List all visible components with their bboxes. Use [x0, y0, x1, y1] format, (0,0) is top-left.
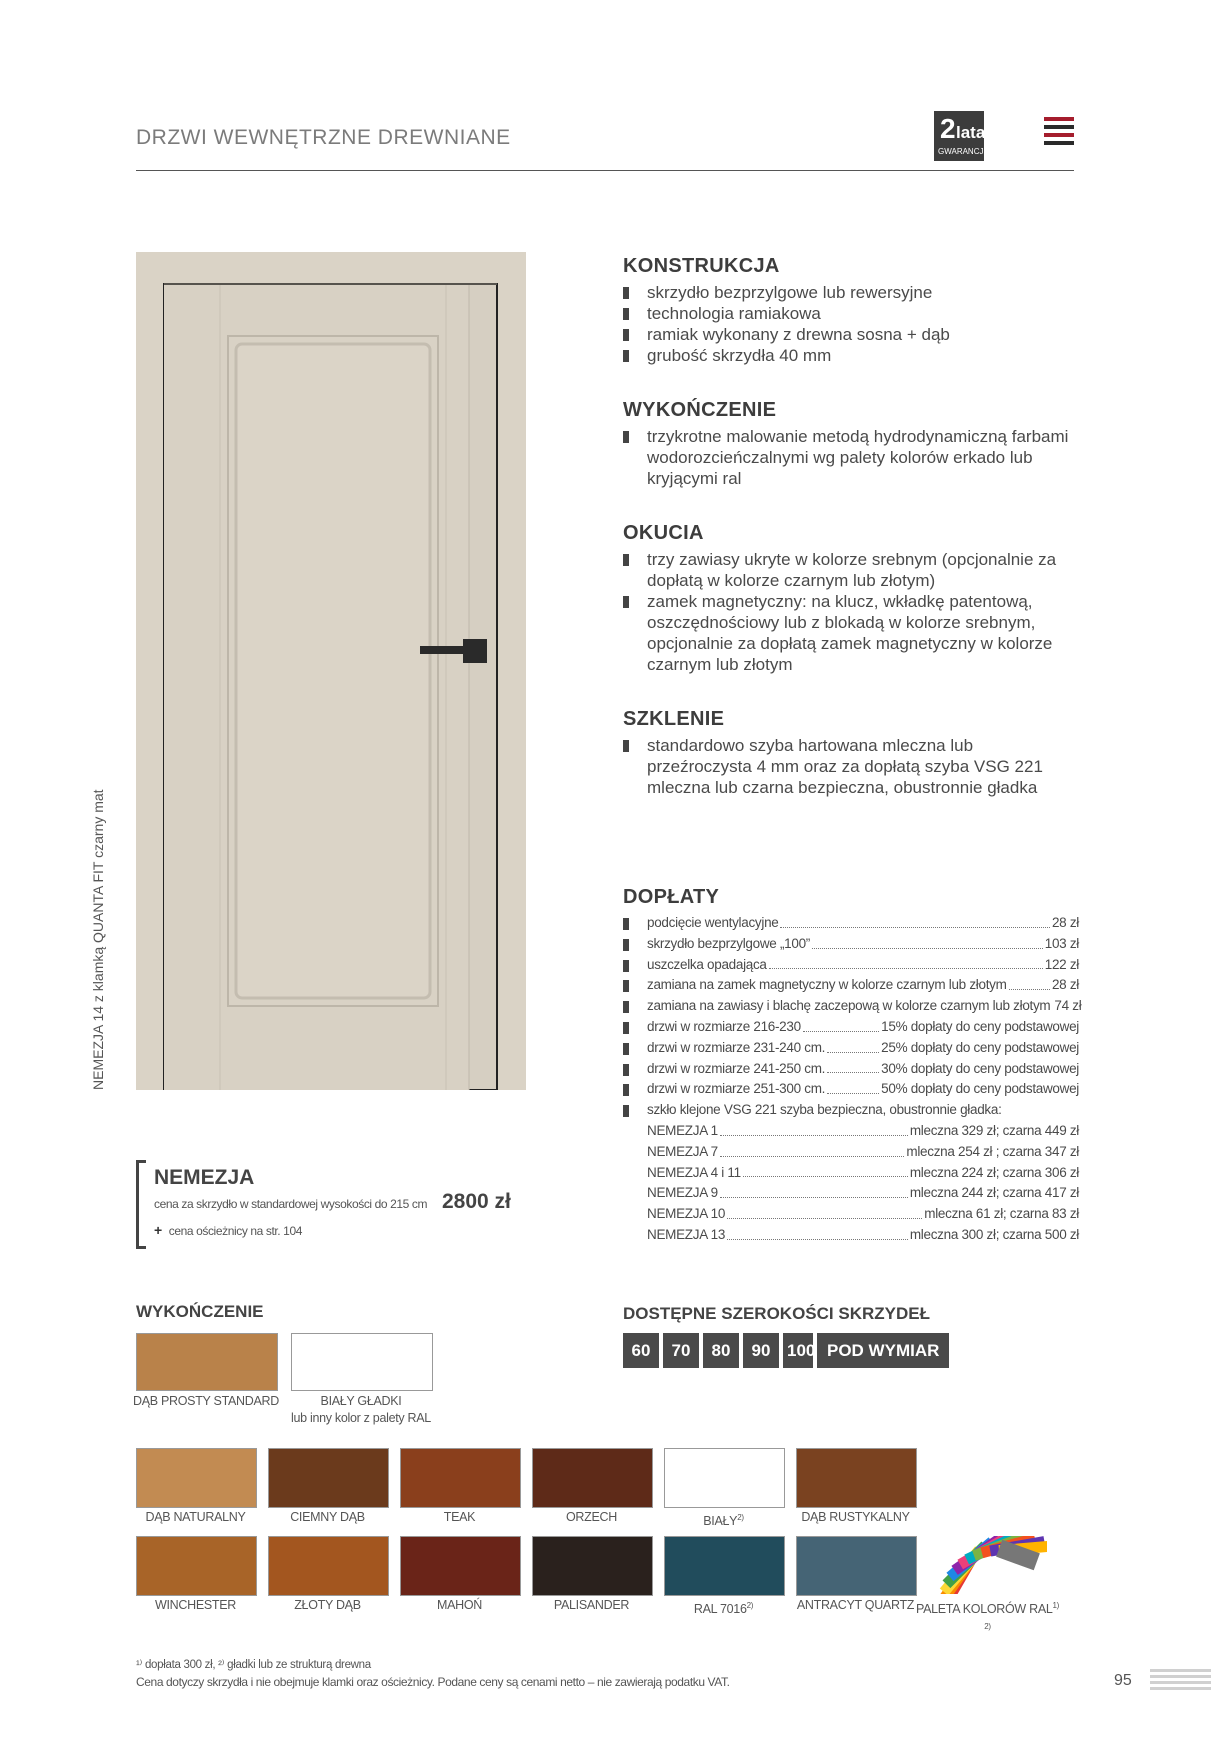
surcharge-label: NEMEZJA 10 — [647, 1206, 726, 1222]
door-illustration — [136, 252, 526, 1090]
list-item: skrzydło bezprzylgowe lub rewersyjne — [623, 282, 1079, 303]
surcharge-row — [623, 1142, 1079, 1163]
warranty-badge — [934, 111, 984, 161]
surcharge-label: drzwi w rozmiarze 251-300 cm. — [647, 1081, 826, 1097]
surcharge-row — [623, 1204, 1079, 1225]
finish-swatch[interactable] — [268, 1448, 389, 1508]
warranty-sub: GWARANCJI — [938, 147, 986, 156]
leader-dots — [1009, 975, 1050, 990]
finish-swatch-label — [649, 1597, 799, 1618]
finish-swatch-label — [781, 1597, 931, 1614]
model-name: NEMEZJA — [154, 1166, 255, 1189]
finish-swatch-label — [517, 1509, 667, 1526]
section-title: OKUCIA — [623, 522, 704, 544]
finish-swatch[interactable] — [928, 1536, 1047, 1594]
leader-dots — [743, 1163, 908, 1178]
surcharge-list — [623, 913, 1082, 1246]
leader-dots — [827, 1079, 879, 1094]
finish-swatch-label — [517, 1597, 667, 1614]
finish-swatch-label — [385, 1509, 535, 1526]
frame-note-row — [154, 1222, 302, 1238]
surcharge-value: 28 zł — [1051, 915, 1079, 930]
leader-dots — [780, 913, 1049, 928]
finish-swatch-label — [253, 1597, 403, 1614]
finish-swatch-label — [385, 1597, 535, 1614]
finish-swatch[interactable] — [400, 1536, 521, 1596]
finish-swatch-label — [121, 1597, 271, 1614]
surcharge-label: NEMEZJA 1 — [647, 1122, 718, 1138]
surcharge-row — [623, 934, 1079, 955]
surcharge-value: mleczna 224 zł; czarna 306 zł — [909, 1164, 1079, 1180]
surcharge-value: 50% dopłaty do ceny podstawowej — [881, 1081, 1079, 1097]
stripe — [1044, 117, 1074, 121]
warranty-years: 2 — [940, 113, 956, 144]
warranty-word: lata — [956, 123, 986, 142]
surcharge-label: podcięcie wentylacyjne — [647, 915, 779, 930]
swatch-name: PALETA KOLORÓW RAL — [915, 1602, 1053, 1617]
finish-swatch-label — [286, 1393, 436, 1427]
surcharge-label: uszczelka opadająca — [647, 956, 767, 972]
section-wykonczenie — [623, 399, 1079, 489]
stripe — [1150, 1675, 1211, 1678]
surcharge-row — [623, 913, 1079, 934]
surcharge-value: mleczna 300 zł; czarna 500 zł — [909, 1226, 1079, 1242]
stripe — [1044, 133, 1074, 137]
leader-dots — [720, 1121, 908, 1136]
surcharge-label: NEMEZJA 9 — [647, 1185, 718, 1201]
swatch-name: MAHOŃ — [436, 1598, 483, 1612]
leader-dots — [827, 1038, 879, 1053]
swatch-footnote-ref: 2) — [737, 1513, 744, 1522]
section-title: WYKOŃCZENIE — [623, 399, 777, 421]
surcharge-row — [623, 1079, 1079, 1100]
finish-swatch[interactable] — [136, 1536, 257, 1596]
surcharge-row — [623, 996, 1082, 1017]
surcharge-label: skrzydło bezprzylgowe „100” — [647, 935, 810, 951]
widths-list — [623, 1333, 949, 1368]
surcharge-label: NEMEZJA 4 i 11 — [647, 1164, 741, 1180]
list-item: zamek magnetyczny: na klucz, wkładkę patentową, oszczędnościowy lub z blokadą w kolorze srebnym, opcjonalnie za dopłatą zamek magnetyczny w kolorze czarnym lub złotym — [623, 591, 1079, 675]
swatch-name: PALISANDER — [553, 1598, 630, 1612]
brand-stripes-icon — [1044, 117, 1074, 149]
swatch-name: CIEMNY DĄB — [290, 1510, 365, 1524]
surcharge-row — [623, 1121, 1079, 1142]
surcharge-label: NEMEZJA 7 — [647, 1143, 718, 1159]
stripe — [1044, 141, 1074, 145]
surcharge-label: drzwi w rozmiarze 241-250 cm. — [647, 1060, 826, 1076]
stripe — [1150, 1687, 1211, 1690]
leader-dots — [803, 1017, 879, 1032]
finish-swatch[interactable] — [664, 1448, 785, 1508]
finishes-title: WYKOŃCZENIE — [136, 1302, 264, 1321]
surcharge-label: zamiana na zawiasy i blachę zaczepową w kolorze czarnym lub złotym — [647, 998, 1051, 1014]
stripe — [1150, 1681, 1211, 1684]
swatch-footnote-ref: 2) — [746, 1601, 754, 1610]
width-option[interactable]: 60 — [623, 1333, 659, 1368]
stripe — [1150, 1669, 1211, 1672]
leader-dots — [812, 934, 1043, 949]
swatch-name: DĄB NATURALNY — [145, 1510, 246, 1524]
plus-icon: + — [154, 1222, 162, 1238]
surcharge-value: mleczna 244 zł; czarna 417 zł — [909, 1185, 1079, 1201]
surcharge-row — [623, 1059, 1079, 1080]
door-image — [136, 252, 526, 1090]
surcharge-value: 25% dopłaty do ceny podstawowej — [881, 1039, 1079, 1055]
finish-swatch[interactable] — [291, 1333, 433, 1391]
finish-swatch[interactable] — [796, 1536, 917, 1596]
surcharge-label: NEMEZJA 13 — [647, 1226, 726, 1242]
finish-swatch-label — [913, 1597, 1063, 1639]
page-header-title: DRZWI WEWNĘTRZNE DREWNIANE — [136, 126, 511, 149]
finish-swatch[interactable] — [664, 1536, 785, 1596]
frame-note: cena ościeżnicy na str. 104 — [168, 1224, 303, 1238]
list-item: technologia ramiakowa — [623, 303, 1079, 324]
finish-swatch-label — [121, 1509, 271, 1526]
surcharge-row — [623, 1038, 1079, 1059]
leader-dots — [727, 1225, 908, 1240]
swatch-name: ANTRACYT QUARTZ — [796, 1598, 915, 1612]
swatch-name: WINCHESTER — [154, 1598, 237, 1612]
model-price: 2800 zł — [442, 1190, 511, 1213]
swatch-name: DĄB PROSTY STANDARD — [133, 1394, 279, 1408]
section-title: DOPŁATY — [623, 886, 720, 908]
surcharge-row — [623, 975, 1079, 996]
width-option[interactable]: 80 — [703, 1333, 739, 1368]
surcharge-value: 15% dopłaty do ceny podstawowej — [881, 1018, 1079, 1034]
list-item: ramiak wykonany z drewna sosna + dąb — [623, 324, 1079, 345]
surcharge-row — [623, 955, 1079, 976]
width-option[interactable]: 90 — [743, 1333, 779, 1368]
swatch-name: ORZECH — [566, 1510, 617, 1524]
leader-dots — [827, 1059, 879, 1074]
surcharge-value: 28 zł — [1051, 977, 1079, 993]
surcharge-label: drzwi w rozmiarze 216-230 — [647, 1018, 801, 1034]
surcharge-value: 30% dopłaty do ceny podstawowej — [881, 1060, 1079, 1076]
finish-swatch[interactable] — [532, 1536, 653, 1596]
list-item: trzykrotne malowanie metodą hydrodynamiczną farbami wodorozcieńczalnymi wg palety kolorów erkado lub kryjącymi ral — [623, 426, 1079, 489]
list-item: standardowo szyba hartowana mleczna lub przeźroczysta 4 mm oraz za dopłatą szyba VSG 221 mleczna lub czarna bezpieczna, obustronnie gładka — [623, 735, 1079, 798]
surcharge-value: 122 zł — [1044, 956, 1079, 972]
swatch-subtitle: lub inny kolor z palety RAL — [291, 1411, 431, 1425]
disclaimer: Cena dotyczy skrzydła i nie obejmuje klamki oraz ościeżnicy. Podane ceny są cenami netto – nie zawierają podatku VAT. — [136, 1675, 730, 1689]
footnote: ¹⁾ dopłata 300 zł, ²⁾ gładki lub ze strukturą drewna — [136, 1659, 371, 1671]
swatch-name: TEAK — [443, 1510, 476, 1524]
header-divider — [136, 170, 1074, 171]
finish-swatch-label — [131, 1393, 281, 1410]
section-szklenie — [623, 708, 1079, 798]
leader-dots — [720, 1183, 908, 1198]
surcharge-value: mleczna 254 zł ; czarna 347 zł — [906, 1143, 1079, 1159]
list-item: trzy zawiasy ukryte w kolorze srebnym (opcjonalnie za dopłatą w kolorze czarnym lub złotym) — [623, 549, 1079, 591]
section-konstrukcja — [623, 255, 1079, 366]
price-note: cena za skrzydło w standardowej wysokości do 215 cm — [154, 1197, 428, 1211]
swatch-name: DĄB RUSTYKALNY — [801, 1510, 910, 1524]
finish-swatch[interactable] — [796, 1448, 917, 1508]
swatch-name: ZŁOTY DĄB — [294, 1598, 361, 1612]
surcharge-value: 103 zł — [1044, 935, 1079, 951]
finish-swatch[interactable] — [136, 1448, 257, 1508]
finish-swatch[interactable] — [532, 1448, 653, 1508]
swatch-name: BIAŁY GŁADKI — [320, 1394, 402, 1408]
surcharge-value: 74 zł — [1054, 998, 1082, 1014]
finish-swatch-label — [253, 1509, 403, 1526]
width-option[interactable]: POD WYMIAR — [817, 1333, 949, 1368]
swatch-name: BIAŁY — [703, 1514, 738, 1529]
finish-swatch[interactable] — [400, 1448, 521, 1508]
stripe — [1044, 125, 1074, 129]
width-option[interactable]: 70 — [663, 1333, 699, 1368]
section-title: KONSTRUKCJA — [623, 255, 780, 277]
surcharge-row — [623, 1183, 1079, 1204]
price-bracket — [136, 1160, 146, 1249]
section-doplaty — [623, 886, 1082, 1246]
finish-swatch[interactable] — [268, 1536, 389, 1596]
surcharge-row — [623, 1163, 1079, 1184]
surcharge-value: mleczna 61 zł; czarna 83 zł — [924, 1206, 1079, 1222]
finish-swatch[interactable] — [136, 1333, 278, 1391]
leader-dots — [720, 1142, 905, 1157]
finish-swatch-label — [649, 1509, 799, 1530]
surcharge-row — [623, 1017, 1079, 1038]
section-okucia — [623, 522, 1079, 675]
surcharge-label: zamiana na zamek magnetyczny w kolorze czarnym lub złotym — [647, 977, 1007, 993]
widths-title: DOSTĘPNE SZEROKOŚCI SKRZYDEŁ — [623, 1304, 930, 1323]
page-stripes-icon — [1150, 1669, 1211, 1693]
swatch-footnote-ref: 1) 2) — [984, 1601, 1060, 1632]
width-option[interactable]: 100 — [783, 1333, 813, 1368]
surcharge-label: drzwi w rozmiarze 231-240 cm. — [647, 1039, 826, 1055]
leader-dots — [727, 1204, 922, 1219]
surcharge-row — [623, 1225, 1079, 1246]
surcharge-value: mleczna 329 zł; czarna 449 zł — [909, 1122, 1079, 1138]
page-number: 95 — [1114, 1672, 1132, 1689]
door-handle-lever — [420, 646, 474, 654]
list-item: grubość skrzydła 40 mm — [623, 345, 1079, 366]
swatch-name: RAL 7016 — [693, 1602, 747, 1617]
surcharge-row-glass-header: szkło klejone VSG 221 szyba bezpieczna, obustronnie gładka: — [623, 1100, 1079, 1121]
section-title: SZKLENIE — [623, 708, 725, 730]
leader-dots — [769, 955, 1043, 970]
door-caption: NEMEZJA 14 z klamką QUANTA FIT czarny mat — [90, 789, 106, 1090]
finish-swatch-label — [781, 1509, 931, 1526]
